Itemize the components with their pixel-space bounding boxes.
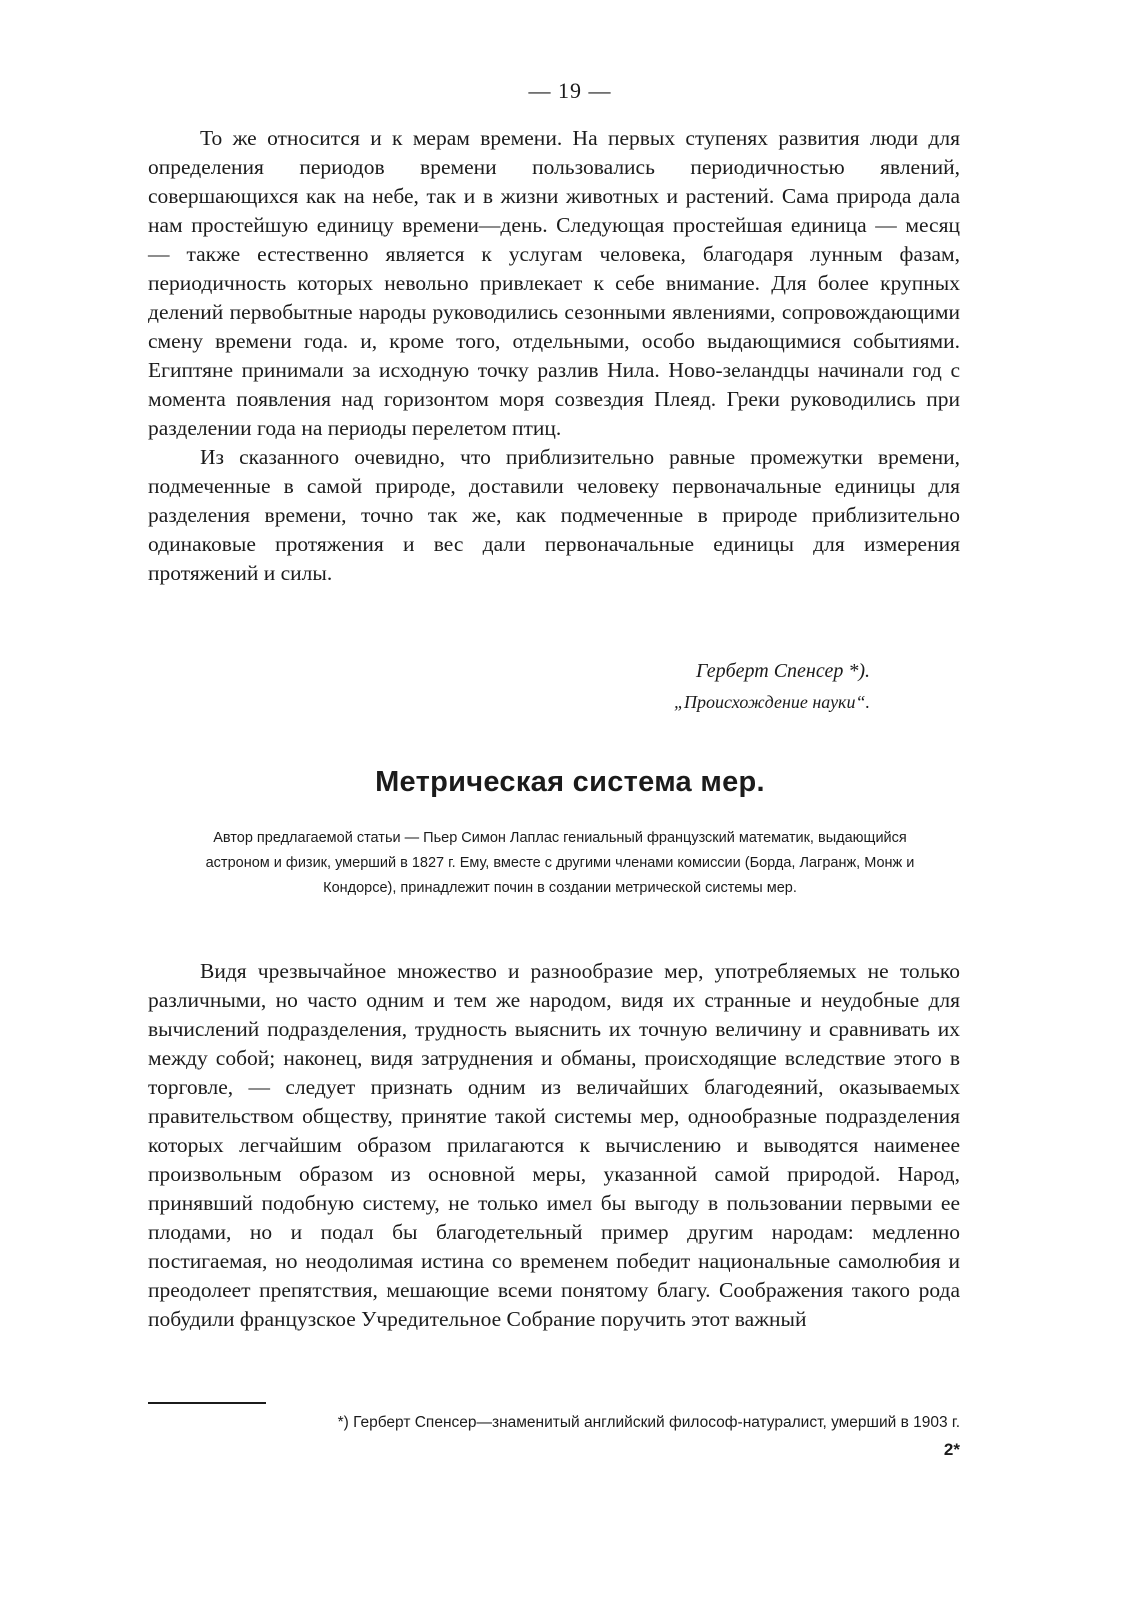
footnote: *) Герберт Спенсер—знаменитый английский философ-натуралист, умерший в 1903 г. xyxy=(337,1414,960,1431)
editor-note: Автор предлагаемой статьи — Пьер Симон Лаплас гениальный французский математик, выдающийся астроном и физик, умерший в 1827 г. Ему, вместе с другими членами комиссии (Борда, Лагранж, Монж и Кондорсе), принадлежит почин в создании метрической системы мер. xyxy=(205,830,915,896)
attribution-work: „Происхождение науки“. xyxy=(674,692,870,712)
signature-mark: 2* xyxy=(943,1440,960,1459)
attribution-author: Герберт Спенсер *). xyxy=(695,660,870,682)
paragraph: Видя чрезвычайное множество и разнообразие мер, употребляемых не только различными, но часто одним и тем же народом, видя их странные и неудобные для вычислений подразделения, трудность выяснить их точную величину и сравнивать их между собой; наконец, видя затруднения и обманы, происходящие вследствие этого в торговле, — следует признать одним из величайших благодеяний, оказываемых правительством обществу, принятие такой системы мер, однообразные подразделения которых легчайшим образом прилагаются к вычислению и выводятся наименее произвольным образом из основной меры, указанной самой природой. Народ, принявший подобную систему, не только имел бы выгоду в пользовании первыми ее плодами, но и подал бы благодетельный пример другим народам: медленно постигаемая, но неодолимая истина со временем победит национальные самолюбия и преодолеет препятствия, мешающие всеми понятому благу. Соображения такого рода побудили французское Учредительное Собрание поручить этот важный xyxy=(148,959,960,1331)
laplace-text xyxy=(148,957,960,1334)
paragraph: То же относится и к мерам времени. На первых ступенях развития люди для определения периодов времени пользовались периодичностью явлений, совершающихся как на небе, так и в жизни животных и растений. Сама природа дала нам простейшую единицу времени—день. Следующая простейшая единица — месяц — также естественно является к услугам человека, благодаря лунным фазам, периодичность которых невольно привлекает к себе внимание. Для более крупных делений первобытные народы руководились сезонными явлениями, сопровождающими смену времени года. и, кроме того, отдельными, особо выдающимися событиями. Египтяне принимали за исходную точку разлив Нила. Ново-зеландцы начинали год с момента появления над горизонтом моря созвездия Плеяд. Греки руководились при разделении года на периоды перелетом птиц. xyxy=(148,126,960,440)
footnote-rule xyxy=(148,1402,266,1404)
paragraph: Из сказанного очевидно, что приблизительно равные промежутки времени, подмеченные в самой природе, доставили человеку первоначальные единицы для разделения времени, точно так же, как подмеченные в природе приблизительно одинаковые протяжения и вес дали первоначальные единицы для измерения протяжений и силы. xyxy=(148,445,960,585)
spencer-quote xyxy=(148,124,960,588)
page-number: — 19 — xyxy=(528,78,612,103)
section-title: Метрическая система мер. xyxy=(375,766,765,798)
